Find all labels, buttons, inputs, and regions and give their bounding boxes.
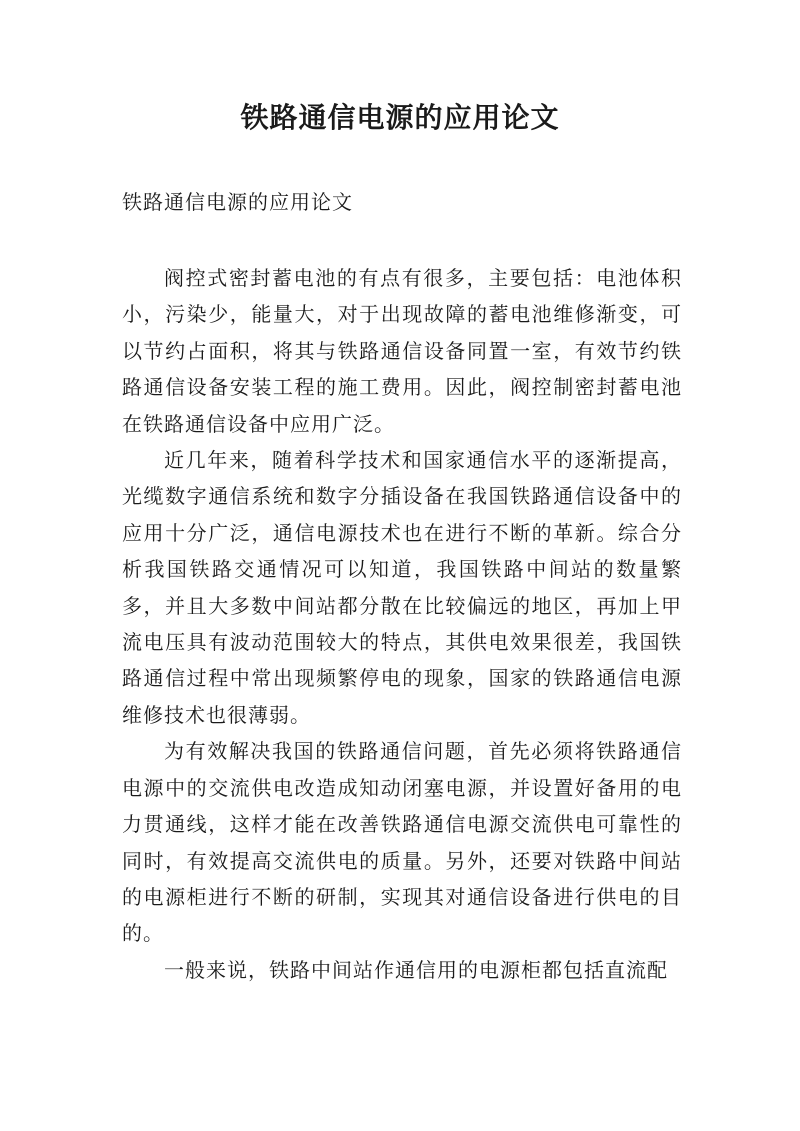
document-subtitle: 铁路通信电源的应用论文 xyxy=(122,190,353,214)
page-title: 铁路通信电源的应用论文 xyxy=(240,101,560,134)
body-paragraph: 为有效解决我国的铁路通信问题，首先必须将铁路通信电源中的交流供电改造成知动闭塞电源，并设置好备用的电力贯通线，这样才能在改善铁路通信电源交流供电可靠性的同时，有效提高交流供电的质量。另外，还要对铁路中间站的电源柜进行不断的研制，实现其对通信设备进行供电的目的。 xyxy=(122,739,682,946)
body-paragraph: 一般来说，铁路中间站作通信用的电源柜都包括直流配 xyxy=(164,957,668,982)
body-paragraph: 阀控式密封蓄电池的有点有很多，主要包括：电池体积小，污染少，能量大，对于出现故障的蓄电池维修渐变，可以节约占面积，将其与铁路通信设备同置一室，有效节约铁路通信设备安装工程的施工费用。因此，阀控制密封蓄电池在铁路通信设备中应用广泛。 xyxy=(122,266,682,436)
document-body xyxy=(122,260,682,988)
body-paragraph: 近几年来，随着科学技术和国家通信水平的逐渐提高，光缆数字通信系统和数字分插设备在我国铁路通信设备中的应用十分广泛，通信电源技术也在进行不断的革新。综合分析我国铁路交通情况可以知道，我国铁路中间站的数量繁多，并且大多数中间站都分散在比较偏远的地区，再加上甲流电压具有波动范围较大的特点，其供电效果很差，我国铁路通信过程中常出现频繁停电的现象，国家的铁路通信电源维修技术也很薄弱。 xyxy=(122,448,682,727)
